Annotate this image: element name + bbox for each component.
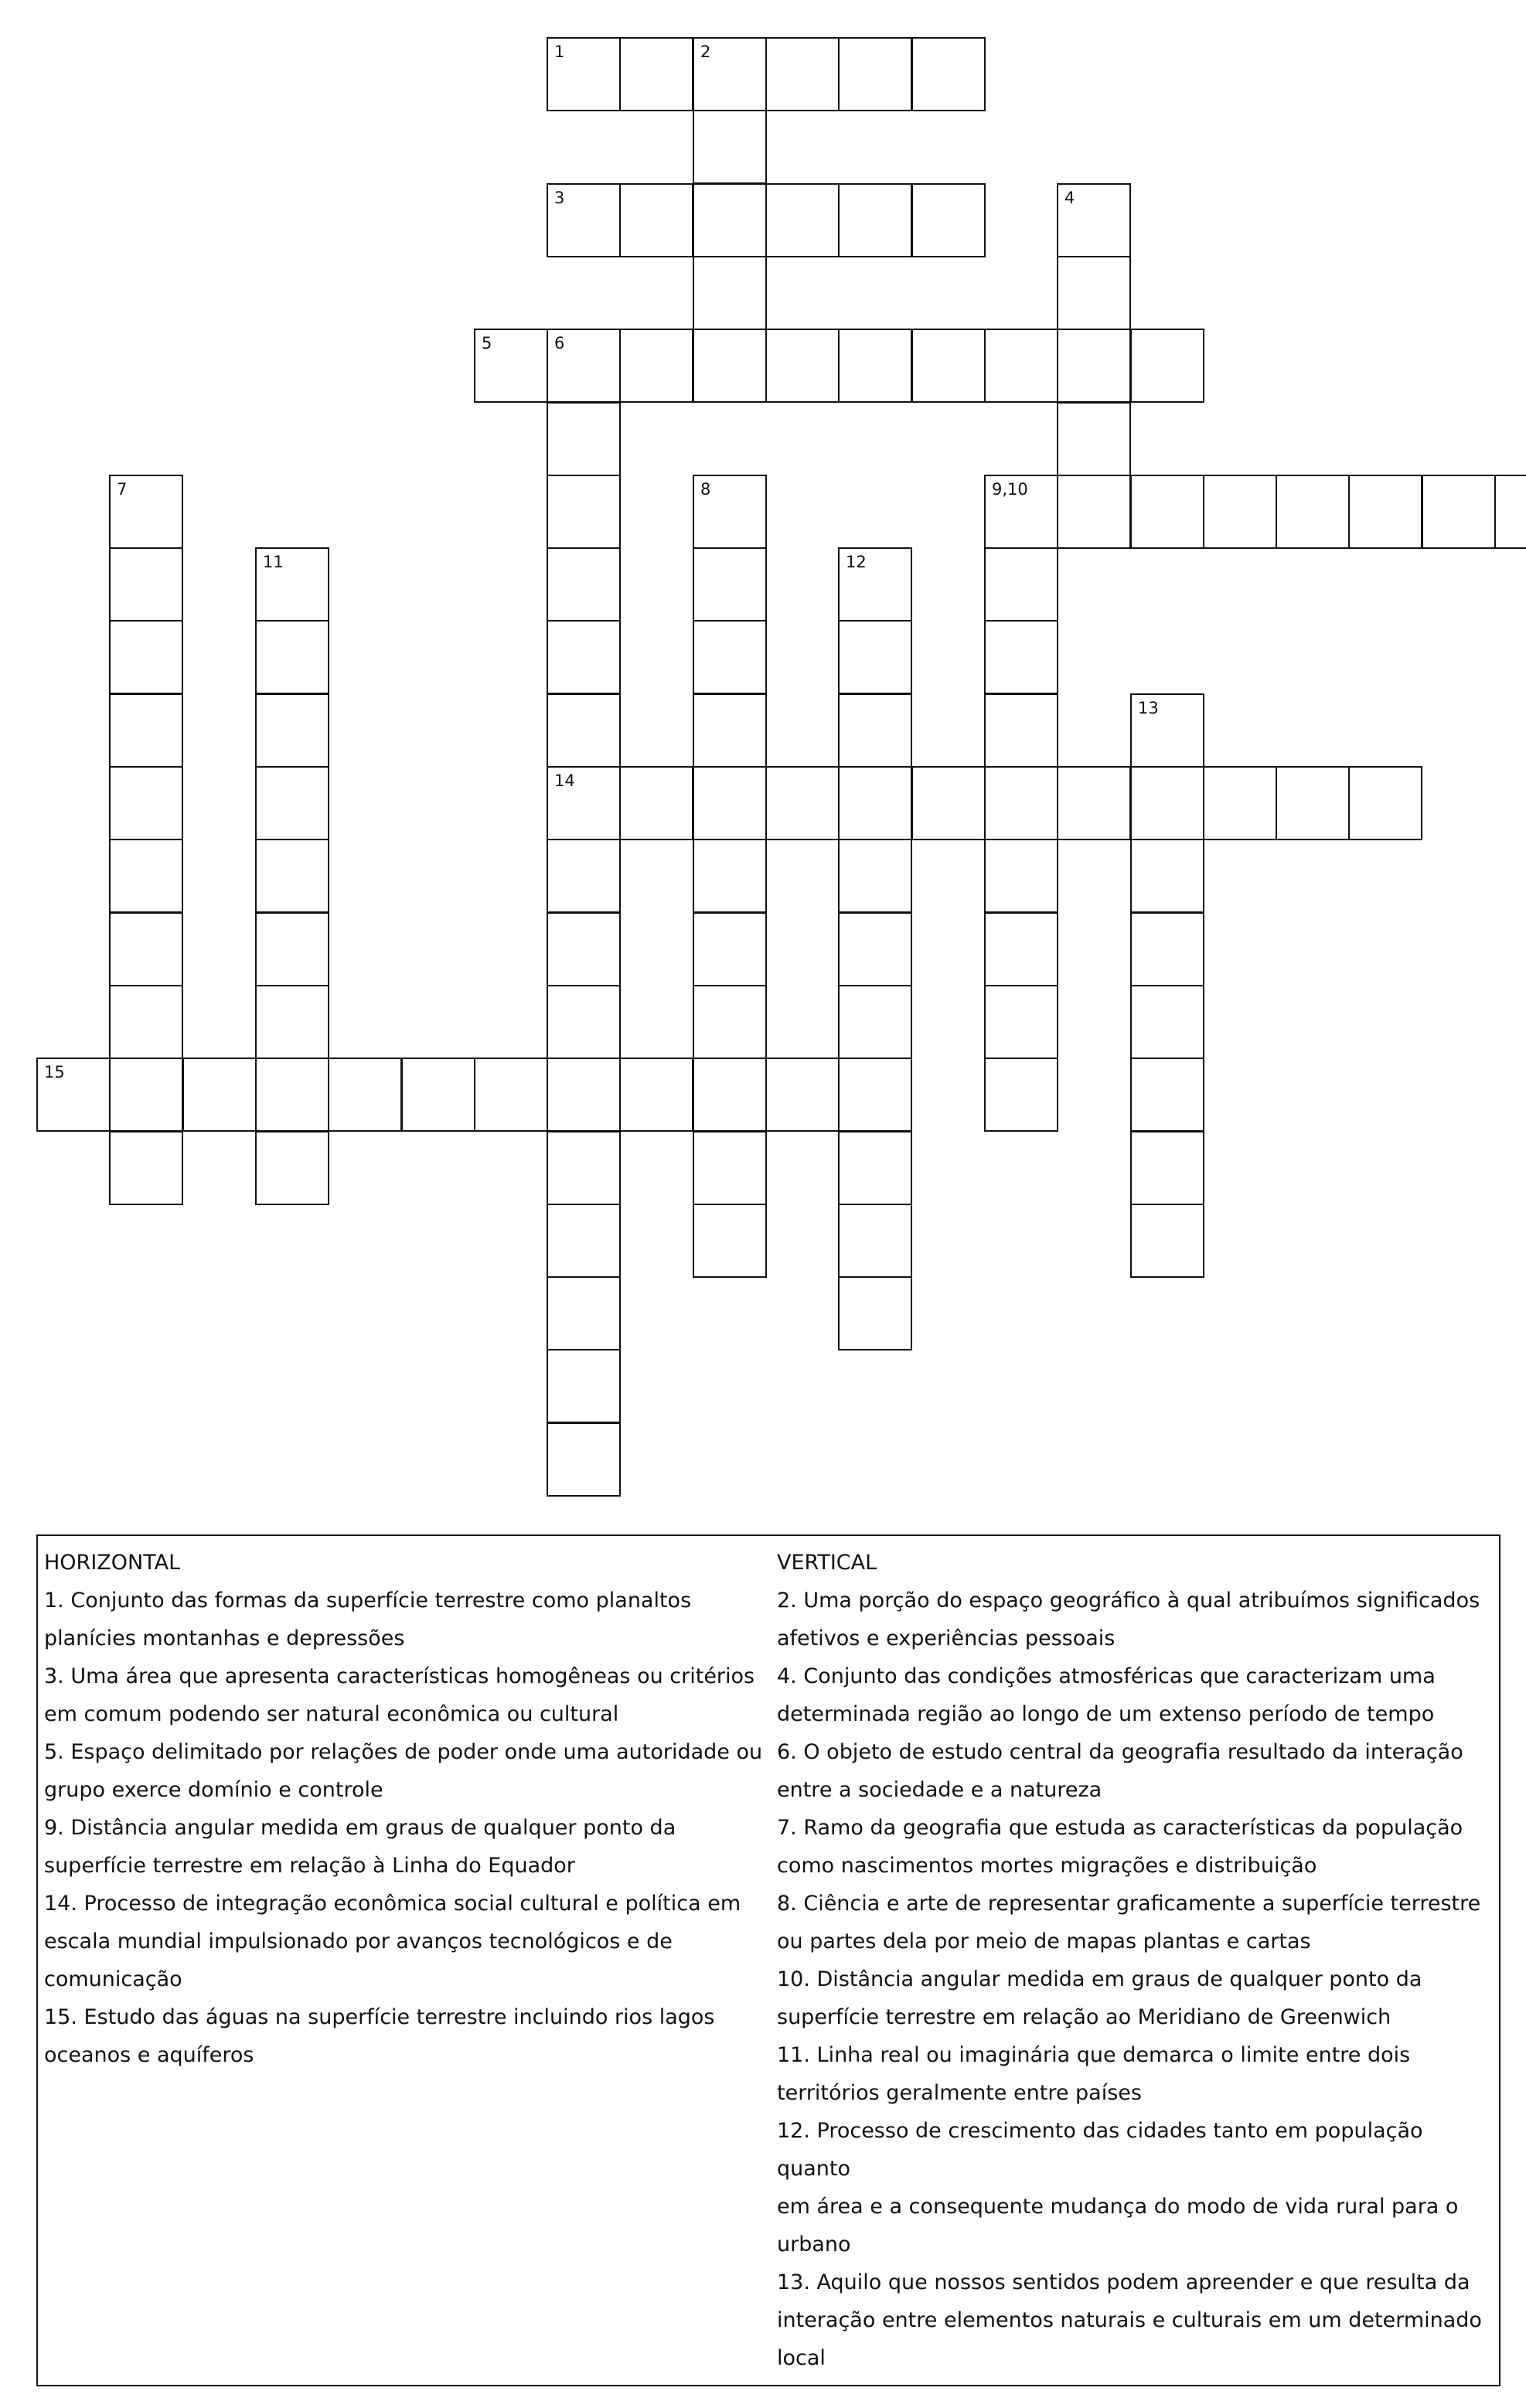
crossword-cell[interactable] [984, 475, 1058, 549]
vertical-clue-line: afetivos e experiências pessoais [777, 1626, 1116, 1650]
crossword-cell[interactable] [1422, 475, 1496, 549]
crossword-cell[interactable] [109, 1131, 183, 1205]
crossword-cell[interactable] [1494, 475, 1526, 549]
clue-number: 4 [1064, 189, 1075, 207]
crossword-cell[interactable] [984, 912, 1058, 986]
vertical-clue-line: interação entre elementos naturais e culturais em um determinado [777, 2308, 1482, 2332]
crossword-cell[interactable] [182, 1058, 257, 1132]
crossword-cell[interactable] [1203, 475, 1277, 549]
clue-number: 3 [554, 189, 565, 207]
crossword-cell[interactable] [693, 183, 767, 257]
crossword-cell[interactable] [109, 547, 183, 622]
crossword-cell[interactable] [838, 1058, 912, 1132]
crossword-cell[interactable] [765, 1058, 840, 1132]
clue-number: 9,10 [992, 480, 1028, 499]
crossword-cell[interactable] [1057, 329, 1131, 403]
crossword-cell[interactable] [1130, 912, 1204, 986]
crossword-cell[interactable] [255, 693, 329, 768]
crossword-cell[interactable] [1057, 402, 1131, 476]
crossword-cell[interactable] [547, 1276, 621, 1350]
crossword-cell[interactable] [619, 329, 693, 403]
crossword-cell[interactable] [109, 620, 183, 694]
crossword-cell[interactable] [765, 329, 840, 403]
crossword-cell[interactable] [1276, 475, 1350, 549]
crossword-cell[interactable] [838, 912, 912, 986]
crossword-cell[interactable] [255, 912, 329, 986]
vertical-clue-line: 12. Processo de crescimento das cidades tanto em população quanto [777, 2119, 1423, 2181]
crossword-cell[interactable] [1057, 256, 1131, 330]
crossword-cell[interactable] [36, 1058, 111, 1132]
crossword-cell[interactable] [984, 329, 1058, 403]
crossword-cell[interactable] [911, 37, 986, 111]
crossword-cell[interactable] [1130, 1058, 1204, 1132]
crossword-cell[interactable] [1057, 183, 1131, 257]
crossword-cell[interactable] [547, 1349, 621, 1423]
crossword-cell[interactable] [109, 1058, 183, 1132]
crossword-cell[interactable] [547, 1058, 621, 1132]
crossword-cell[interactable] [1130, 475, 1204, 549]
crossword-cell[interactable] [838, 1131, 912, 1205]
crossword-cell[interactable] [328, 1058, 402, 1132]
horizontal-clue-line: grupo exerce domínio e controle [44, 1778, 383, 1802]
crossword-cell[interactable] [255, 766, 329, 840]
crossword-cell[interactable] [693, 839, 767, 913]
crossword-cell[interactable] [619, 183, 693, 257]
vertical-clue-line: como nascimentos mortes migrações e distribuição [777, 1854, 1317, 1878]
crossword-cell[interactable] [838, 693, 912, 768]
crossword-cell[interactable] [401, 1058, 475, 1132]
crossword-cell[interactable] [693, 620, 767, 694]
crossword-cell[interactable] [765, 37, 840, 111]
crossword-cell[interactable] [693, 766, 767, 840]
crossword-cell[interactable] [693, 1204, 767, 1278]
vertical-clues [777, 1544, 1496, 2377]
clue-number: 13 [1138, 699, 1159, 717]
clues-box [36, 1534, 1500, 2386]
clue-number: 15 [44, 1063, 65, 1081]
crossword-cell[interactable] [838, 329, 912, 403]
horizontal-clues [44, 1544, 763, 2074]
crossword-cell[interactable] [838, 37, 912, 111]
vertical-clue-line: 11. Linha real ou imaginária que demarca o limite entre dois [777, 2043, 1411, 2067]
crossword-cell[interactable] [547, 329, 621, 403]
crossword-cell[interactable] [838, 839, 912, 913]
horizontal-clue-line: 5. Espaço delimitado por relações de poder onde uma autoridade ou [44, 1740, 763, 1764]
crossword-cell[interactable] [109, 839, 183, 913]
crossword-cell[interactable] [255, 839, 329, 913]
vertical-clue-line: em área e a consequente mudança do modo de vida rural para o [777, 2195, 1459, 2219]
crossword-cell[interactable] [838, 620, 912, 694]
crossword-cell[interactable] [693, 329, 767, 403]
crossword-cell[interactable] [1130, 693, 1204, 768]
crossword-cell[interactable] [765, 766, 840, 840]
crossword-cell[interactable] [1130, 839, 1204, 913]
clue-number: 11 [263, 553, 284, 571]
crossword-cell[interactable] [984, 766, 1058, 840]
crossword-cell[interactable] [1057, 475, 1131, 549]
crossword-cell[interactable] [619, 766, 693, 840]
crossword-cell[interactable] [255, 985, 329, 1059]
crossword-cell[interactable] [547, 620, 621, 694]
clue-number: 12 [846, 553, 867, 571]
horizontal-clue-line: 3. Uma área que apresenta características homogêneas ou critérios [44, 1664, 755, 1688]
vertical-clue-line: 10. Distância angular medida em graus de qualquer ponto da [777, 1967, 1422, 1991]
vertical-clue-line: entre a sociedade e a natureza [777, 1778, 1102, 1802]
crossword-cell[interactable] [911, 766, 986, 840]
horizontal-clue-line: planícies montanhas e depressões [44, 1626, 405, 1650]
crossword-cell[interactable] [1348, 766, 1422, 840]
crossword-cell[interactable] [547, 1204, 621, 1278]
vertical-clue-line: urbano [777, 2233, 851, 2256]
crossword-cell[interactable] [474, 1058, 548, 1132]
vertical-clue-line: superfície terrestre em relação ao Meridiano de Greenwich [777, 2005, 1391, 2029]
vertical-clue-line: 13. Aquilo que nossos sentidos podem apreender e que resulta da [777, 2270, 1470, 2294]
crossword-cell[interactable] [619, 1058, 693, 1132]
horizontal-clue-line: escala mundial impulsionado por avanços tecnológicos e de [44, 1929, 673, 1953]
vertical-clue-line: 7. Ramo da geografia que estuda as características da população [777, 1816, 1463, 1840]
crossword-cell[interactable] [547, 475, 621, 549]
crossword-cell[interactable] [547, 37, 621, 111]
crossword-cell[interactable] [255, 547, 329, 622]
crossword-cell[interactable] [1057, 766, 1131, 840]
crossword-cell[interactable] [838, 547, 912, 622]
crossword-cell[interactable] [693, 256, 767, 330]
crossword-cell[interactable] [693, 985, 767, 1059]
crossword-cell[interactable] [984, 1058, 1058, 1132]
crossword-cell[interactable] [1130, 766, 1204, 840]
crossword-cell[interactable] [838, 766, 912, 840]
crossword-cell[interactable] [109, 912, 183, 986]
horizontal-clue-line: em comum podendo ser natural econômica ou cultural [44, 1702, 619, 1726]
crossword-cell[interactable] [838, 985, 912, 1059]
vertical-clue-line: local [777, 2346, 826, 2370]
crossword-cell[interactable] [547, 1131, 621, 1205]
crossword-cell[interactable] [838, 183, 912, 257]
crossword-cell[interactable] [255, 1131, 329, 1205]
crossword-cell[interactable] [693, 912, 767, 986]
horizontal-clue-line: 14. Processo de integração econômica social cultural e política em [44, 1892, 741, 1916]
crossword-cell[interactable] [547, 402, 621, 476]
crossword-cell[interactable] [1130, 985, 1204, 1059]
clue-number: 1 [554, 43, 565, 61]
crossword-cell[interactable] [693, 1058, 767, 1132]
vertical-clue-line: ou partes dela por meio de mapas plantas e cartas [777, 1929, 1311, 1953]
crossword-cell[interactable] [984, 620, 1058, 694]
crossword-cell[interactable] [547, 985, 621, 1059]
horizontal-clue-line: oceanos e aquíferos [44, 2043, 254, 2067]
clue-number: 14 [554, 771, 575, 790]
vertical-clue-line: territórios geralmente entre países [777, 2081, 1142, 2105]
crossword-cell[interactable] [109, 693, 183, 768]
vertical-clue-line: 4. Conjunto das condições atmosféricas que caracterizam uma [777, 1664, 1436, 1688]
crossword-cell[interactable] [1203, 766, 1277, 840]
vertical-clue-line: 8. Ciência e arte de representar graficamente a superfície terrestre [777, 1892, 1481, 1916]
crossword-cell[interactable] [1130, 1204, 1204, 1278]
crossword-cell[interactable] [547, 1422, 621, 1497]
crossword-cell[interactable] [693, 37, 767, 111]
horizontal-clue-line: 9. Distância angular medida em graus de qualquer ponto da [44, 1816, 676, 1840]
crossword-cell[interactable] [619, 37, 693, 111]
crossword-cell[interactable] [911, 183, 986, 257]
crossword-cell[interactable] [109, 766, 183, 840]
crossword-cell[interactable] [547, 693, 621, 768]
vertical-clue-line: 6. O objeto de estudo central da geografia resultado da interação [777, 1740, 1463, 1764]
clue-number: 5 [482, 334, 492, 353]
crossword-cell[interactable] [693, 1131, 767, 1205]
crossword-cell[interactable] [547, 766, 621, 840]
crossword-cell[interactable] [109, 475, 183, 549]
clue-number: 7 [117, 480, 128, 499]
crossword-cell[interactable] [765, 183, 840, 257]
crossword-cell[interactable] [547, 547, 621, 622]
horizontal-clue-line: superfície terrestre em relação à Linha do Equador [44, 1854, 575, 1878]
clue-number: 6 [554, 334, 565, 353]
crossword-cell[interactable] [984, 985, 1058, 1059]
horizontal-title: HORIZONTAL [44, 1551, 181, 1575]
crossword-cell[interactable] [547, 183, 621, 257]
vertical-title: VERTICAL [777, 1551, 877, 1575]
crossword-cell[interactable] [547, 839, 621, 913]
vertical-clue-line: determinada região ao longo de um extenso período de tempo [777, 1702, 1435, 1726]
crossword-cell[interactable] [547, 912, 621, 986]
crossword-cell[interactable] [984, 547, 1058, 622]
crossword-cell[interactable] [693, 475, 767, 549]
crossword-cell[interactable] [984, 693, 1058, 768]
horizontal-clue-line: 15. Estudo das águas na superfície terrestre incluindo rios lagos [44, 2005, 715, 2029]
crossword-cell[interactable] [109, 985, 183, 1059]
crossword-cell[interactable] [911, 329, 986, 403]
crossword-cell[interactable] [474, 329, 548, 403]
clue-number: 8 [700, 480, 711, 499]
crossword-cell[interactable] [1130, 329, 1204, 403]
horizontal-clue-line: comunicação [44, 1967, 182, 1991]
crossword-cell[interactable] [838, 1276, 912, 1350]
crossword-cell[interactable] [984, 839, 1058, 913]
crossword-cell[interactable] [1348, 475, 1422, 549]
crossword-cell[interactable] [693, 693, 767, 768]
crossword-cell[interactable] [255, 620, 329, 694]
crossword-cell[interactable] [255, 1058, 329, 1132]
clue-number: 2 [700, 43, 711, 61]
horizontal-clue-line: 1. Conjunto das formas da superfície terrestre como planaltos [44, 1589, 692, 1613]
vertical-clue-line: 2. Uma porção do espaço geográfico à qual atribuímos significados [777, 1589, 1480, 1613]
crossword-cell[interactable] [838, 1204, 912, 1278]
crossword-cell[interactable] [1276, 766, 1350, 840]
crossword-cell[interactable] [1130, 1131, 1204, 1205]
crossword-cell[interactable] [693, 110, 767, 184]
crossword-cell[interactable] [693, 547, 767, 622]
